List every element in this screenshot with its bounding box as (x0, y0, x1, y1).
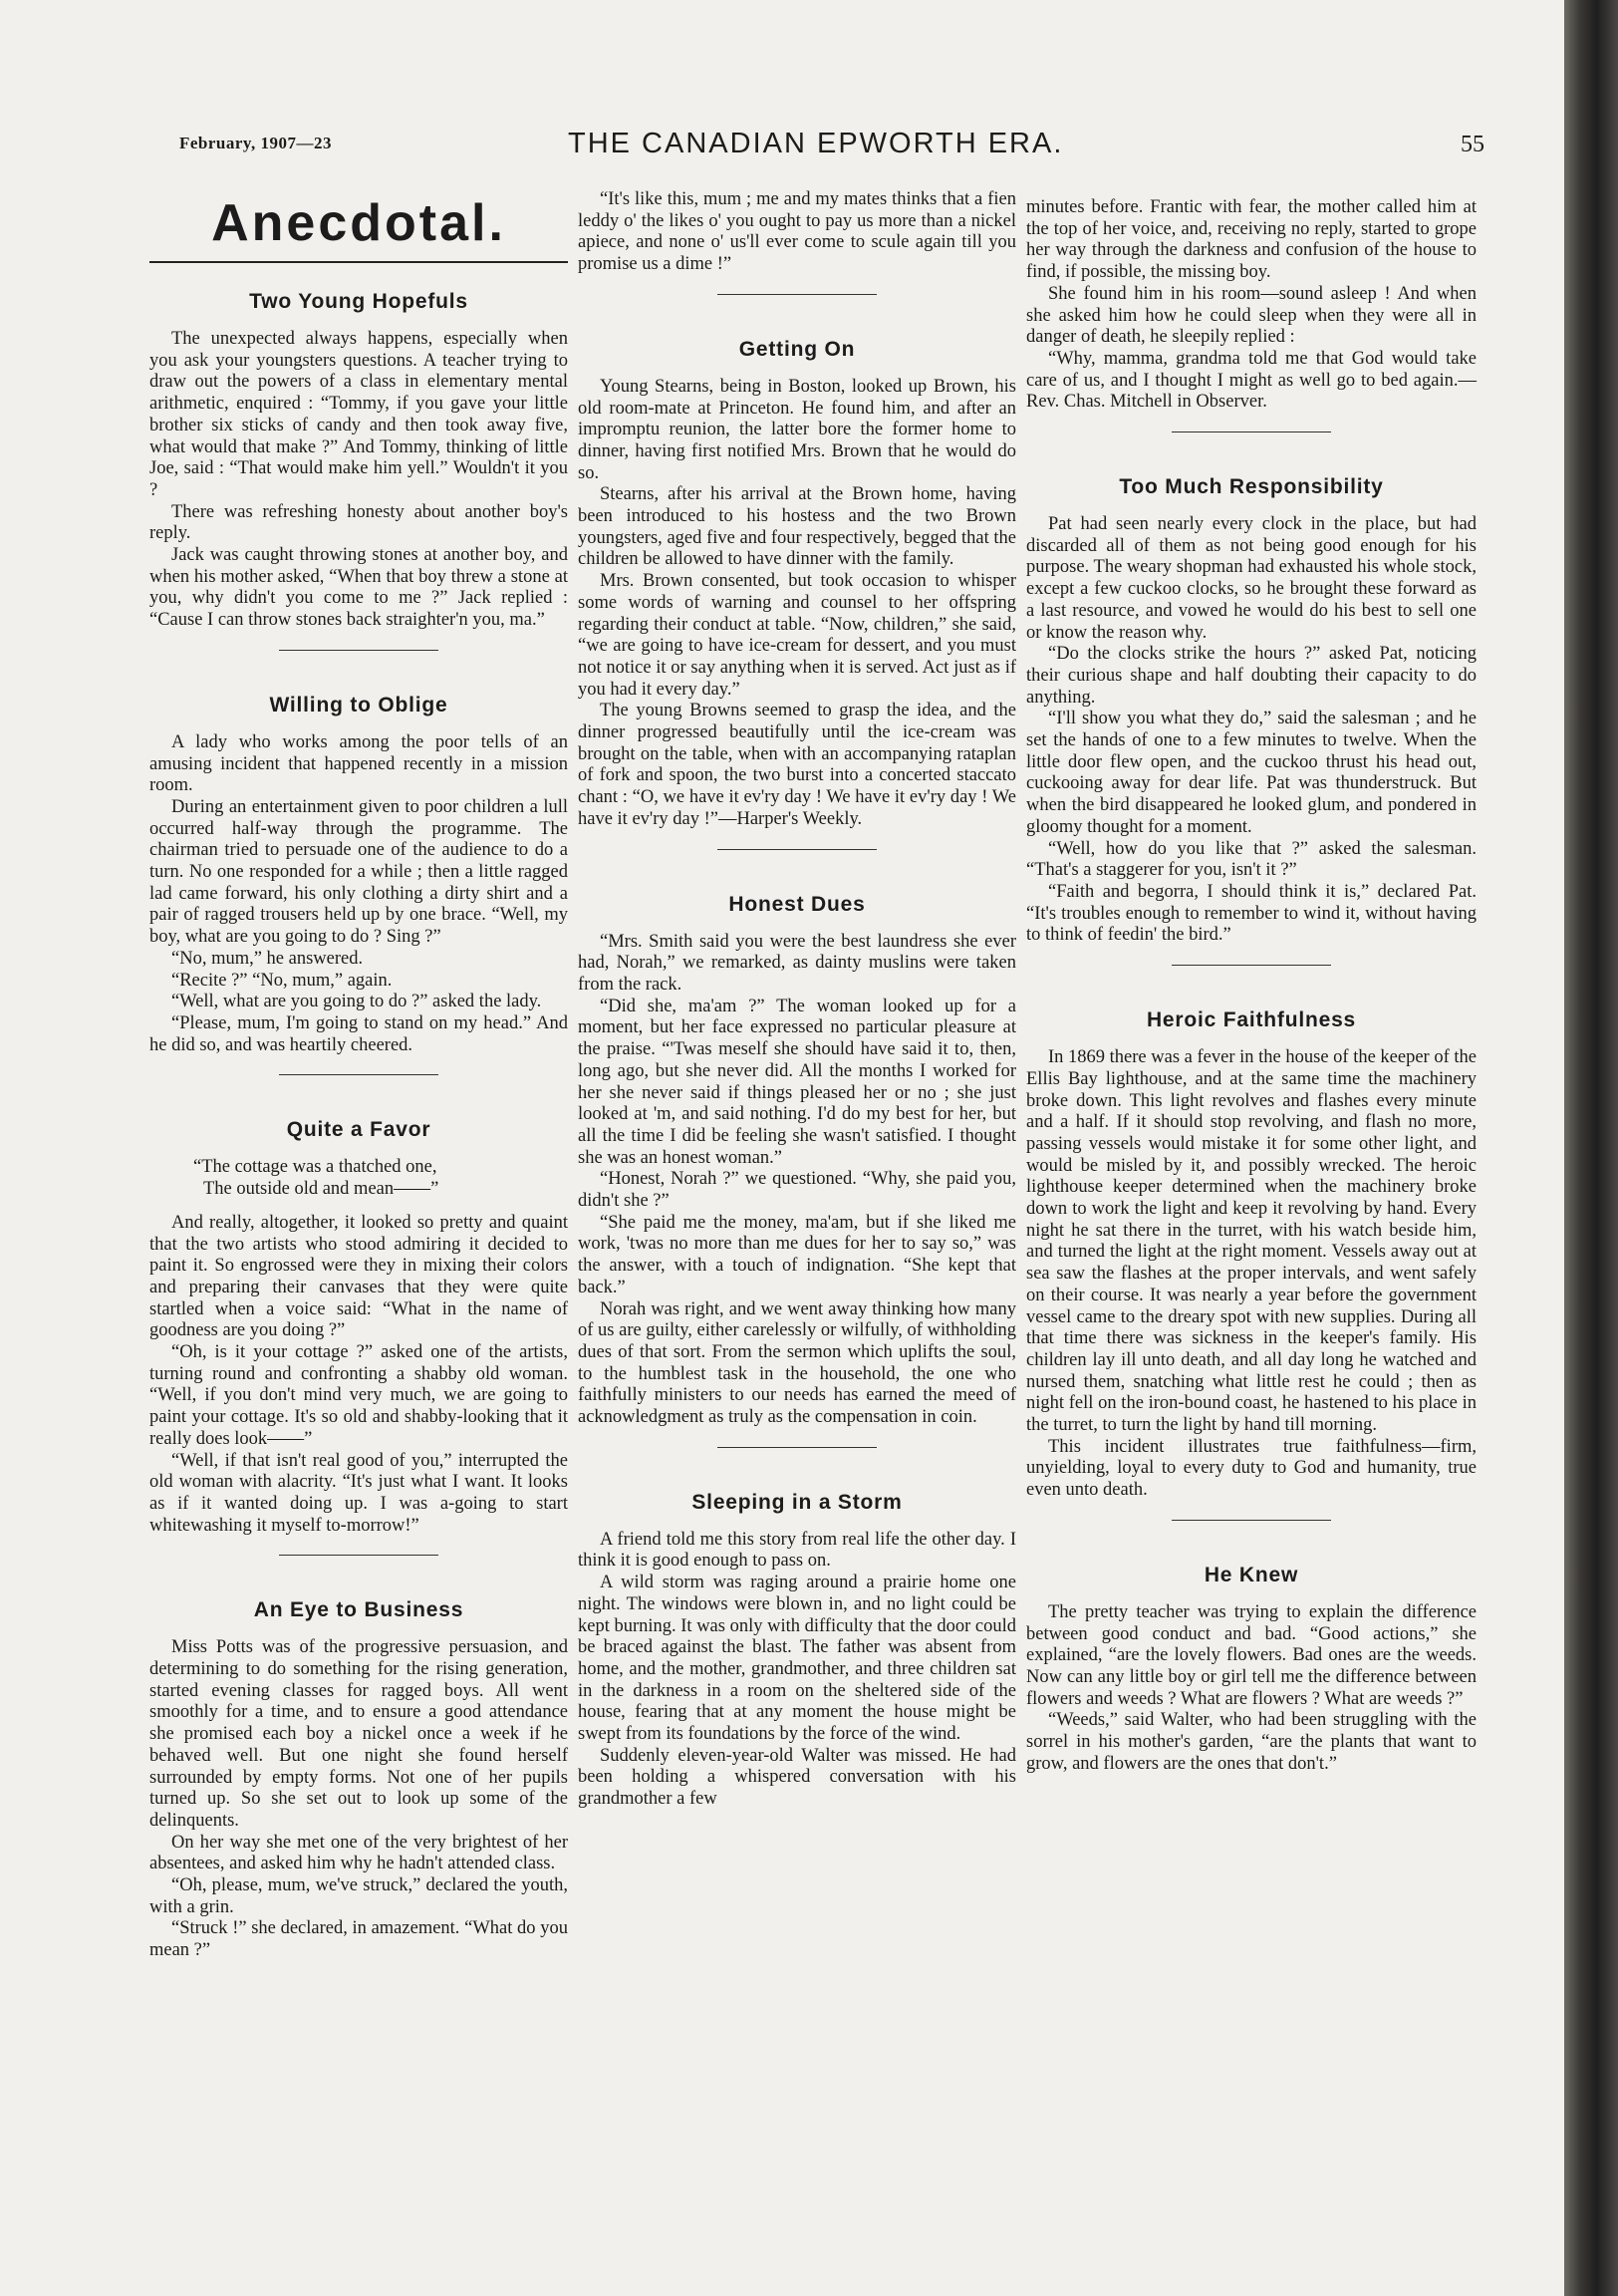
paragraph: The pretty teacher was trying to explain the difference between good conduct and bad. “Good actions,” she explained, “are the lovely flowers. Bad ones are the weeds. Now can any little boy or girl tell me the difference between flowers and weeds ? What are flowers ? What are weeds ?” (1026, 1601, 1477, 1709)
divider (1172, 1520, 1331, 1521)
article-getting-on (578, 337, 1016, 831)
paragraph: Suddenly eleven-year-old Walter was missed. He had been holding a whispered conversation with his grandmother a few (578, 1745, 1016, 1810)
article-title: Too Much Responsibility (1119, 475, 1384, 499)
paragraph: “Why, mamma, grandma told me that God would take care of us, and I thought I might as well go to bed again.—Rev. Chas. Mitchell in Observer. (1026, 348, 1477, 413)
paragraph: “Oh, please, mum, we've struck,” declared the youth, with a grin. (149, 1875, 568, 1917)
divider (717, 1447, 877, 1448)
paragraph: This incident illustrates true faithfulness—firm, unyielding, loyal to every duty to God and humanity, true even unto death. (1026, 1436, 1477, 1501)
paragraph: A wild storm was raging around a prairie home one night. The windows were blown in, and no light could be kept burning. It was only with difficulty that the door could be braced against the blast. The father was absent from home, and the mother, grandmother, and three children sat in the darkness in a room on the sheltered side of the house, fearing that at any moment the house might be swept from its foundations by the force of the wind. (578, 1573, 1016, 1745)
paragraph: There was refreshing honesty about another boy's reply. (149, 501, 568, 544)
divider (279, 650, 438, 651)
paragraph: “Mrs. Smith said you were the best laundress she ever had, Norah,” we remarked, as dainty muslins were taken from the rack. (578, 931, 1016, 995)
paragraph: “Struck !” she declared, in amazement. “What do you mean ?” (149, 1918, 568, 1961)
article-title: An Eye to Business (253, 1598, 464, 1622)
article-title: Sleeping in a Storm (691, 1490, 903, 1514)
article-quite-a-favor (149, 1117, 568, 1537)
article-continuation (578, 189, 1016, 276)
article-title: Heroic Faithfulness (1146, 1008, 1357, 1032)
issue-date: February, 1907—23 (179, 134, 332, 152)
article-willing-to-oblige (149, 693, 568, 1057)
paragraph: “I'll show you what they do,” said the salesman ; and he set the hands of one to a few minutes to twelve. When the little door flew open, and the cuckoo thrust his head out, cuckooing away for dear life. Pat was thunderstruck. But when the bird disappeared he looked glum, and pondered in gloomy thought for a moment. (1026, 709, 1477, 837)
article-heroic-faithfulness (1026, 1007, 1477, 1502)
paragraph: “Oh, is it your cottage ?” asked one of the artists, turning round and confronting a shabby old woman. “Well, if you don't mind very much, we are going to paint your cottage. It's so old and shabby-looking that it really does look——” (149, 1342, 568, 1449)
column-2 (578, 189, 1016, 1811)
page-header (179, 128, 1484, 171)
paragraph: On her way she met one of the very brightest of her absentees, and asked him why he hadn't attended class. (149, 1832, 568, 1874)
paragraph: Jack was caught throwing stones at another boy, and when his mother asked, “When that boy threw a stone at you, why didn't you come to me ?” Jack replied : “Cause I can throw stones back straighter'n you, ma.” (149, 545, 568, 631)
paragraph: She found him in his room—sound asleep ! And when she asked him how he could sleep when they were all in danger of death, he sleepily replied : (1026, 283, 1477, 348)
book-spine (1564, 0, 1618, 2296)
paragraph: The unexpected always happens, especially when you ask your youngsters questions. A teacher trying to draw out the powers of a class in elementary mental arithmetic, enquired : “Tommy, if you gave your little brother six sticks of candy and then took away five, what would that make ?” And Tommy, thinking of little Joe, said : “That would make him yell.” Wouldn't it you ? (149, 329, 568, 500)
divider (279, 1074, 438, 1075)
section-title: Anecdotal. (149, 191, 568, 263)
article-an-eye-to-business (149, 1597, 568, 1962)
page-number: 55 (1461, 132, 1484, 157)
article-honest-dues (578, 892, 1016, 1429)
paragraph: “Recite ?” “No, mum,” again. (171, 970, 393, 991)
paragraph: “Honest, Norah ?” we questioned. “Why, she paid you, didn't she ?” (578, 1169, 1016, 1212)
divider (1172, 965, 1331, 966)
article-title: Getting On (738, 337, 856, 361)
paragraph: Mrs. Brown consented, but took occasion to whisper some words of warning and counsel to her offspring regarding their conduct at table. “Now, children,” she said, “we are going to have ice-cream for dessert, and you must not notice it or say anything when it is served. Act just as if you had it every day.” (578, 571, 1016, 700)
verse-line: The outside old and mean——” (203, 1179, 439, 1200)
paragraph: “Please, mum, I'm going to stand on my head.” And he did so, and was heartily cheered. (149, 1012, 568, 1055)
divider (717, 294, 877, 295)
paragraph: Pat had seen nearly every clock in the place, but had discarded all of them as not being good enough for his purpose. The weary shopman had exhausted his whole stock, except a few cuckoo clocks, so he brought these forward as a last resource, and vowed he would do his best to sell one or know the reason why. (1026, 514, 1477, 643)
paragraph: A friend told me this story from real life the other day. I think it is good enough to pass on. (578, 1529, 1016, 1572)
paragraph: “It's like this, mum ; me and my mates thinks that a fien leddy o' the likes o' you ought to pay us more than a nickel apiece, and none o' us'll ever come to scule again till you promise us a dime !” (578, 189, 1016, 275)
article-sleeping-in-a-storm (578, 1490, 1016, 1811)
article-continuation (1026, 197, 1477, 414)
article-he-knew (1026, 1563, 1477, 1776)
divider (1172, 431, 1331, 432)
column-3 (1026, 197, 1477, 1775)
paragraph: Young Stearns, being in Boston, looked up Brown, his old room-mate at Princeton. He found him, and after an impromptu reunion, the latter bore the former home to dinner, having first notified Mrs. Brown that he would do so. (578, 376, 1016, 483)
article-too-much-responsibility (1026, 474, 1477, 947)
paragraph: “No, mum,” he answered. (171, 948, 364, 969)
masthead: THE CANADIAN EPWORTH ERA. (568, 128, 1064, 159)
paragraph: “Well, how do you like that ?” asked the salesman. “That's a staggerer for you, isn't it ?” (1026, 838, 1477, 881)
article-title: Two Young Hopefuls (249, 290, 468, 313)
paragraph: Miss Potts was of the progressive persuasion, and determining to do something for the rising generation, started evening classes for ragged boys. All went smoothly for a time, and to ensure a good attendance she promised each boy a nickel once a week if he behaved well. But one night she found herself surrounded by empty forms. Not one of her pupils turned up. So she set out to look up some of the delinquents. (149, 1637, 568, 1831)
paragraph: A lady who works among the poor tells of an amusing incident that happened recently in a mission room. (149, 731, 568, 796)
paragraph: “Well, what are you going to do ?” asked the lady. (171, 992, 542, 1012)
article-title: He Knew (1204, 1563, 1299, 1586)
paragraph: The young Browns seemed to grasp the idea, and the dinner progressed beautifully until the ice-cream was brought on the table, when with an accompanying rataplan of fork and spoon, the two burst into a concerted staccato chant : “O, we have it ev'ry day ! We have it ev'ry day ! We have it ev'ry day !”—Harper's Weekly. (578, 701, 1016, 829)
article-title: Honest Dues (728, 892, 866, 916)
paragraph: In 1869 there was a fever in the house of the keeper of the Ellis Bay lighthouse, and at the same time the machinery broke down. This light revolves and flashes every minute and a half. If it should stop revolving, and flash no more, passing vessels would mistake it for some other light, and would be misled by it, and possibly wrecked. The heroic lighthouse keeper determined when the machinery broke down to work the light and keep it revolving by hand. Every night he sat there in the turret, with his watch beside him, and turned the light at the right moment. Vessels away out at sea saw the flashes at the proper intervals, and went safely on their course. It was nearly a year before the government vessel came to the dreary spot with new supplies. During all that time there was sickness in the keeper's family. His children lay ill unto death, and all day long he watched and nursed them, snatching what little rest he could ; then as night fell on the iron-bound coast, he hastened to his place in the turret, to turn the light by hand till morning. (1026, 1047, 1477, 1436)
paragraph: “Did she, ma'am ?” The woman looked up for a moment, but her face expressed no particular pleasure at the praise. “'Twas meself she should have said it to, then, long ago, but she never did. All the months I worked for her she never said if things pleased her or no ; she just looked at 'm, and said nothing. I'd do my best for her, but all the time I did be feeling she wasn't satisfied. I thought she was an honest woman.” (578, 996, 1016, 1168)
divider (717, 849, 877, 850)
paragraph: And really, altogether, it looked so pretty and quaint that the two artists who stood admiring it decided to paint it. So engrossed were they in mixing their colors and preparing their canvases that they were quite startled when a voice said: “What in the name of goodness are you doing ?” (149, 1212, 568, 1341)
article-title: Willing to Oblige (269, 693, 448, 717)
paragraph: “Faith and begorra, I should think it is,” declared Pat. “It's troubles enough to remember to wind it, without having to think of feedin' the bird.” (1026, 881, 1477, 946)
paragraph: Stearns, after his arrival at the Brown home, having been introduced to his hostess and the two Brown youngsters, aged five and four respectively, begged that the children be allowed to have dinner with the family. (578, 484, 1016, 570)
paragraph: “Well, if that isn't real good of you,” interrupted the old woman with alacrity. “It's just what I want. It looks as if it wanted doing up. I was a-going to start whitewashing it myself to-morrow!” (149, 1450, 568, 1536)
paragraph: minutes before. Frantic with fear, the mother called him at the top of her voice, and, receiving no reply, started to grope her way through the darkness and confusion of the house to find, if possible, the missing boy. (1026, 197, 1477, 283)
paragraph: “She paid me the money, ma'am, but if she liked me work, 'twas no more than me dues for her to say so,” was the answer, with a touch of indignation. “She kept that back.” (578, 1212, 1016, 1297)
article-title: Quite a Favor (286, 1118, 431, 1142)
article-two-young-hopefuls (149, 289, 568, 632)
paragraph: Norah was right, and we went away thinking how many of us are guilty, either carelessly or wilfully, of withholding dues of that sort. From the sermon which uplifts the soul, to the humblest task in the household, the one who faithfully ministers to our needs has earned the meed of acknowledgment as truly as the compensation in coin. (578, 1298, 1016, 1428)
divider (279, 1555, 438, 1556)
paragraph: “Do the clocks strike the hours ?” asked Pat, noticing their curious shape and half doubting their capacity to do anything. (1026, 644, 1477, 708)
paragraph: During an entertainment given to poor children a lull occurred half-way through the programme. The chairman tried to persuade one of the audience to do a turn. No one responded for a while ; then a little ragged lad came forward, his only clothing a dirty shirt and a pair of ragged trousers held up by one brace. “Well, my boy, what are you going to do ? Sing ?” (149, 796, 568, 948)
paragraph: “Weeds,” said Walter, who had been struggling with the sorrel in his mother's garden, “are the plants that want to grow, and flowers are the ones that don't.” (1026, 1710, 1477, 1774)
verse-line: “The cottage was a thatched one, (193, 1157, 437, 1178)
column-1 (149, 191, 568, 1962)
